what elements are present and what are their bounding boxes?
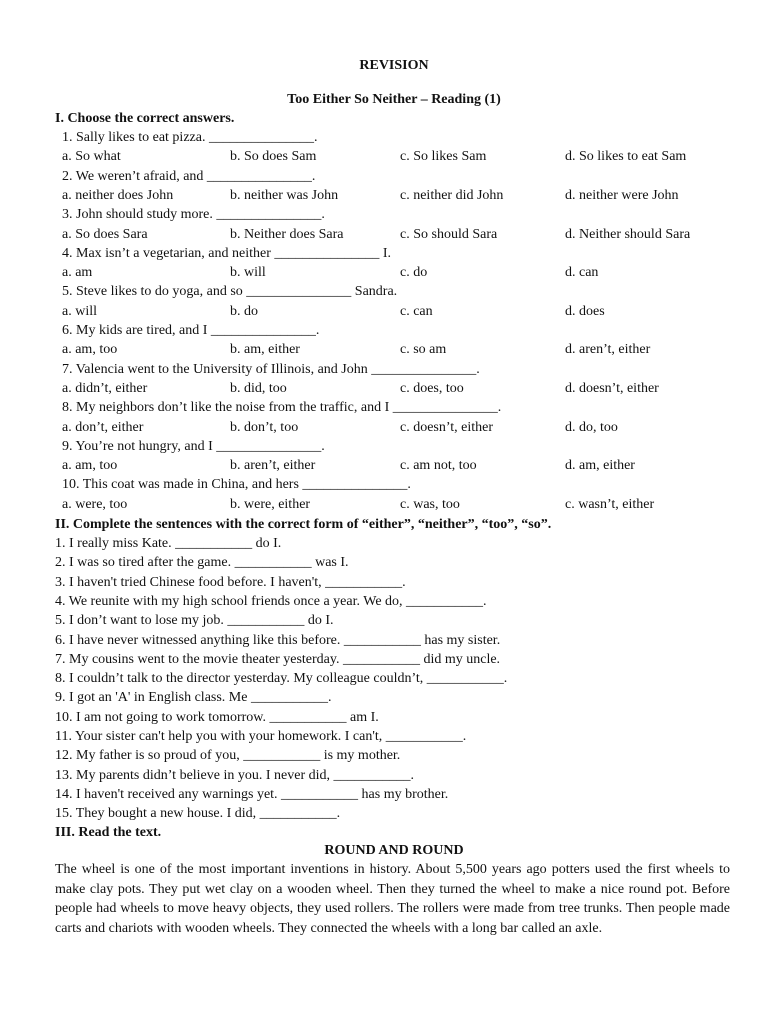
question-9-option-c[interactable]: c. am not, too <box>400 458 477 474</box>
question-10: 10. This coat was made in China, and hers _______________. <box>62 477 411 493</box>
question-6-option-d[interactable]: d. aren’t, either <box>565 342 651 358</box>
fill-in-item-5[interactable]: 5. I don’t want to lose my job. ___________ do I. <box>55 613 334 629</box>
question-1: 1. Sally likes to eat pizza. _______________. <box>62 130 318 145</box>
section-2-heading: II. Complete the sentences with the correct form of “either”, “neither”, “too”, “so”. <box>55 517 552 532</box>
fill-in-item-12[interactable]: 12. My father is so proud of you, ___________ is my mother. <box>55 748 401 764</box>
question-3-option-c[interactable]: c. So should Sara <box>400 226 498 242</box>
question-1-option-a[interactable]: a. So what <box>62 149 121 165</box>
question-4: 4. Max isn’t a vegetarian, and neither _______________ I. <box>62 245 392 261</box>
question-3: 3. John should study more. _______________. <box>62 207 325 223</box>
question-6: 6. My kids are tired, and I _______________. <box>62 323 320 338</box>
passage-title: ROUND AND ROUND <box>324 843 464 858</box>
section-1-heading: I. Choose the correct answers. <box>55 111 235 126</box>
question-6-option-c[interactable]: c. so am <box>400 342 447 358</box>
page-subtitle: Too Either So Neither – Reading (1) <box>287 92 501 107</box>
question-2: 2. We weren’t afraid, and _______________. <box>62 168 316 184</box>
fill-in-item-9[interactable]: 9. I got an 'A' in English class. Me ___________. <box>55 690 332 706</box>
question-2-option-a[interactable]: a. neither does John <box>62 187 174 203</box>
question-8-option-b[interactable]: b. don’t, too <box>230 419 299 435</box>
question-5-option-c[interactable]: c. can <box>400 303 433 319</box>
question-3-option-d[interactable]: d. Neither should Sara <box>565 226 691 242</box>
fill-in-item-6[interactable]: 6. I have never witnessed anything like this before. ___________ has my sister. <box>55 632 501 648</box>
fill-in-item-2[interactable]: 2. I was so tired after the game. ___________ was I. <box>55 555 349 571</box>
question-5-option-b[interactable]: b. do <box>230 303 258 319</box>
question-4-option-a[interactable]: a. am <box>62 265 93 281</box>
fill-in-item-14[interactable]: 14. I haven't received any warnings yet. ___________ has my brother. <box>55 786 449 802</box>
question-7-option-d[interactable]: d. doesn’t, either <box>565 380 659 396</box>
question-2-option-c[interactable]: c. neither did John <box>400 187 504 203</box>
question-7-option-b[interactable]: b. did, too <box>230 380 287 396</box>
fill-in-item-4[interactable]: 4. We reunite with my high school friends once a year. We do, ___________. <box>55 593 487 609</box>
fill-in-item-3[interactable]: 3. I haven't tried Chinese food before. I haven't, ___________. <box>55 574 406 590</box>
question-8-option-d[interactable]: d. do, too <box>565 419 618 435</box>
fill-in-item-7[interactable]: 7. My cousins went to the movie theater yesterday. ___________ did my uncle. <box>55 651 501 667</box>
question-7-option-c[interactable]: c. does, too <box>400 380 464 396</box>
question-7: 7. Valencia went to the University of Illinois, and John _______________. <box>62 361 480 377</box>
section-3-heading: III. Read the text. <box>55 825 162 840</box>
fill-in-item-15[interactable]: 15. They bought a new house. I did, ___________. <box>55 806 341 822</box>
question-8-option-a[interactable]: a. don’t, either <box>62 419 144 435</box>
fill-in-item-8[interactable]: 8. I couldn’t talk to the director yesterday. My colleague couldn’t, ___________. <box>55 671 508 687</box>
fill-in-item-11[interactable]: 11. Your sister can't help you with your homework. I can't, ___________. <box>55 729 467 744</box>
fill-in-item-1[interactable]: 1. I really miss Kate. ___________ do I. <box>55 536 282 551</box>
question-2-option-b[interactable]: b. neither was John <box>230 187 339 203</box>
question-8-option-c[interactable]: c. doesn’t, either <box>400 419 494 435</box>
question-4-option-d[interactable]: d. can <box>565 265 599 281</box>
question-7-option-a[interactable]: a. didn’t, either <box>62 380 148 396</box>
question-1-option-b[interactable]: b. So does Sam <box>230 149 317 165</box>
question-1-option-c[interactable]: c. So likes Sam <box>400 149 487 165</box>
question-6-option-b[interactable]: b. am, either <box>230 342 300 358</box>
page-title: REVISION <box>359 58 429 73</box>
question-2-option-d[interactable]: d. neither were John <box>565 187 679 203</box>
question-10-option-d[interactable]: c. wasn’t, either <box>565 496 655 512</box>
question-10-option-c[interactable]: c. was, too <box>400 496 460 512</box>
question-10-option-a[interactable]: a. were, too <box>62 496 128 512</box>
reading-passage: The wheel is one of the most important inventions in history. About 5,500 years ago potters used the first wheels to make clay pots. They put wet clay on a wooden wheel. Then they turned the wheel to make a nice round pot. Before people had wheels to move heavy objects, they used rollers. The rollers were made from tree trunks. Then people made carts and chariots with wooden wheels. They connected the wheels with a long bar called an axle. <box>55 862 730 936</box>
question-9-option-d[interactable]: d. am, either <box>565 458 635 474</box>
question-4-option-b[interactable]: b. will <box>230 265 266 281</box>
question-9: 9. You’re not hungry, and I _______________. <box>62 438 325 454</box>
fill-in-item-10[interactable]: 10. I am not going to work tomorrow. ___________ am I. <box>55 709 379 725</box>
question-10-option-b[interactable]: b. were, either <box>230 496 311 512</box>
fill-in-item-13[interactable]: 13. My parents didn’t believe in you. I never did, ___________. <box>55 767 415 783</box>
question-5: 5. Steve likes to do yoga, and so _______________ Sandra. <box>62 284 398 300</box>
question-3-option-b[interactable]: b. Neither does Sara <box>230 226 344 242</box>
question-1-option-d[interactable]: d. So likes to eat Sam <box>565 149 687 165</box>
question-3-option-a[interactable]: a. So does Sara <box>62 226 148 242</box>
question-4-option-c[interactable]: c. do <box>400 265 428 281</box>
question-8: 8. My neighbors don’t like the noise from the traffic, and I _______________. <box>62 400 502 416</box>
question-6-option-a[interactable]: a. am, too <box>62 342 118 358</box>
question-5-option-a[interactable]: a. will <box>62 303 97 319</box>
question-5-option-d[interactable]: d. does <box>565 303 605 319</box>
question-9-option-a[interactable]: a. am, too <box>62 458 118 474</box>
question-9-option-b[interactable]: b. aren’t, either <box>230 458 316 474</box>
